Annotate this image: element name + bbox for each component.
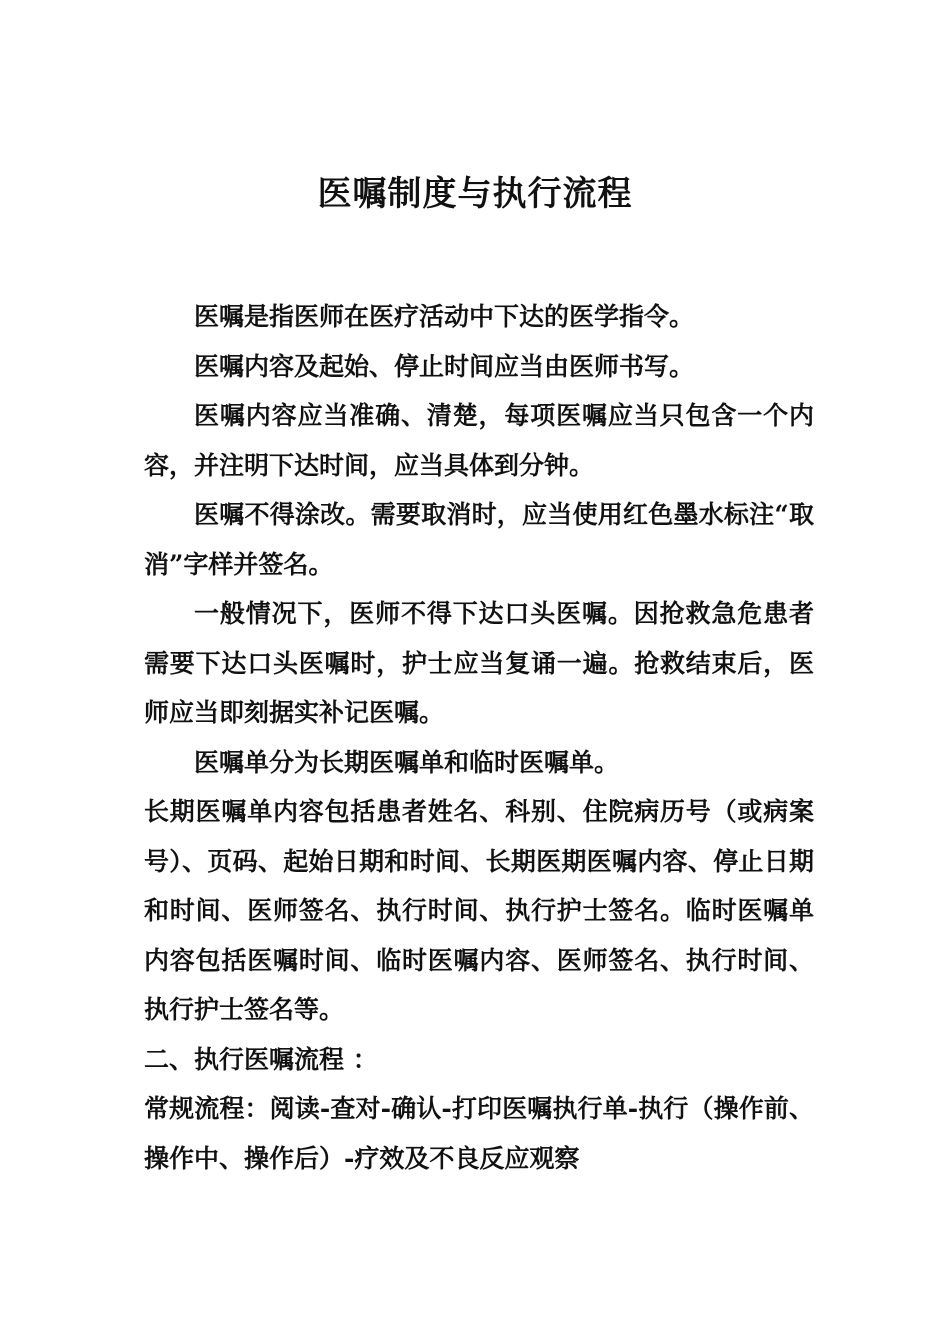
paragraph-definition: 医嘱是指医师在医疗活动中下达的医学指令。 [194,302,695,331]
paragraph-verbal-orders: 一般情况下，医师不得下达口头医嘱。因抢救急危患者需要下达口头医嘱时，护士应当复诵一遍。抢救结束后，医师应当即刻据实补记医嘱。 [144,599,814,727]
paragraph-routine-flow: 常规流程：阅读-查对-确认-打印医嘱执行单-执行（操作前、操作中、操作后）-疗效及不良反应观察 [144,1094,814,1173]
paragraph-order-sheet-types: 医嘱单分为长期医嘱单和临时医嘱单。 [194,747,620,777]
document-body [144,292,814,1183]
document-title: 医嘱制度与执行流程 [317,174,633,214]
paragraph-content-rule: 医嘱内容应当准确、清楚，每项医嘱应当只包含一个内容，并注明下达时间，应当具体到分钟。 [144,401,814,480]
paragraph-writing: 医嘱内容及起始、停止时间应当由医师书写。 [194,351,695,381]
paragraph-order-sheet-contents: 长期医嘱单内容包括患者姓名、科别、住院病历号（或病案号）、页码、起始日期和时间、长期医期医嘱内容、停止日期和时间、医师签名、执行时间、执行护士签名。临时医嘱单内容包括医嘱时间、临时医嘱内容、医师签名、执行时间、执行护士签名等。 [144,797,814,1024]
section-heading-execution-flow: 二、执行医嘱流程 ： [144,1044,378,1074]
paragraph-no-alteration: 医嘱不得涂改。需要取消时，应当使用红色墨水标注“取消”字样并签名。 [144,500,814,579]
